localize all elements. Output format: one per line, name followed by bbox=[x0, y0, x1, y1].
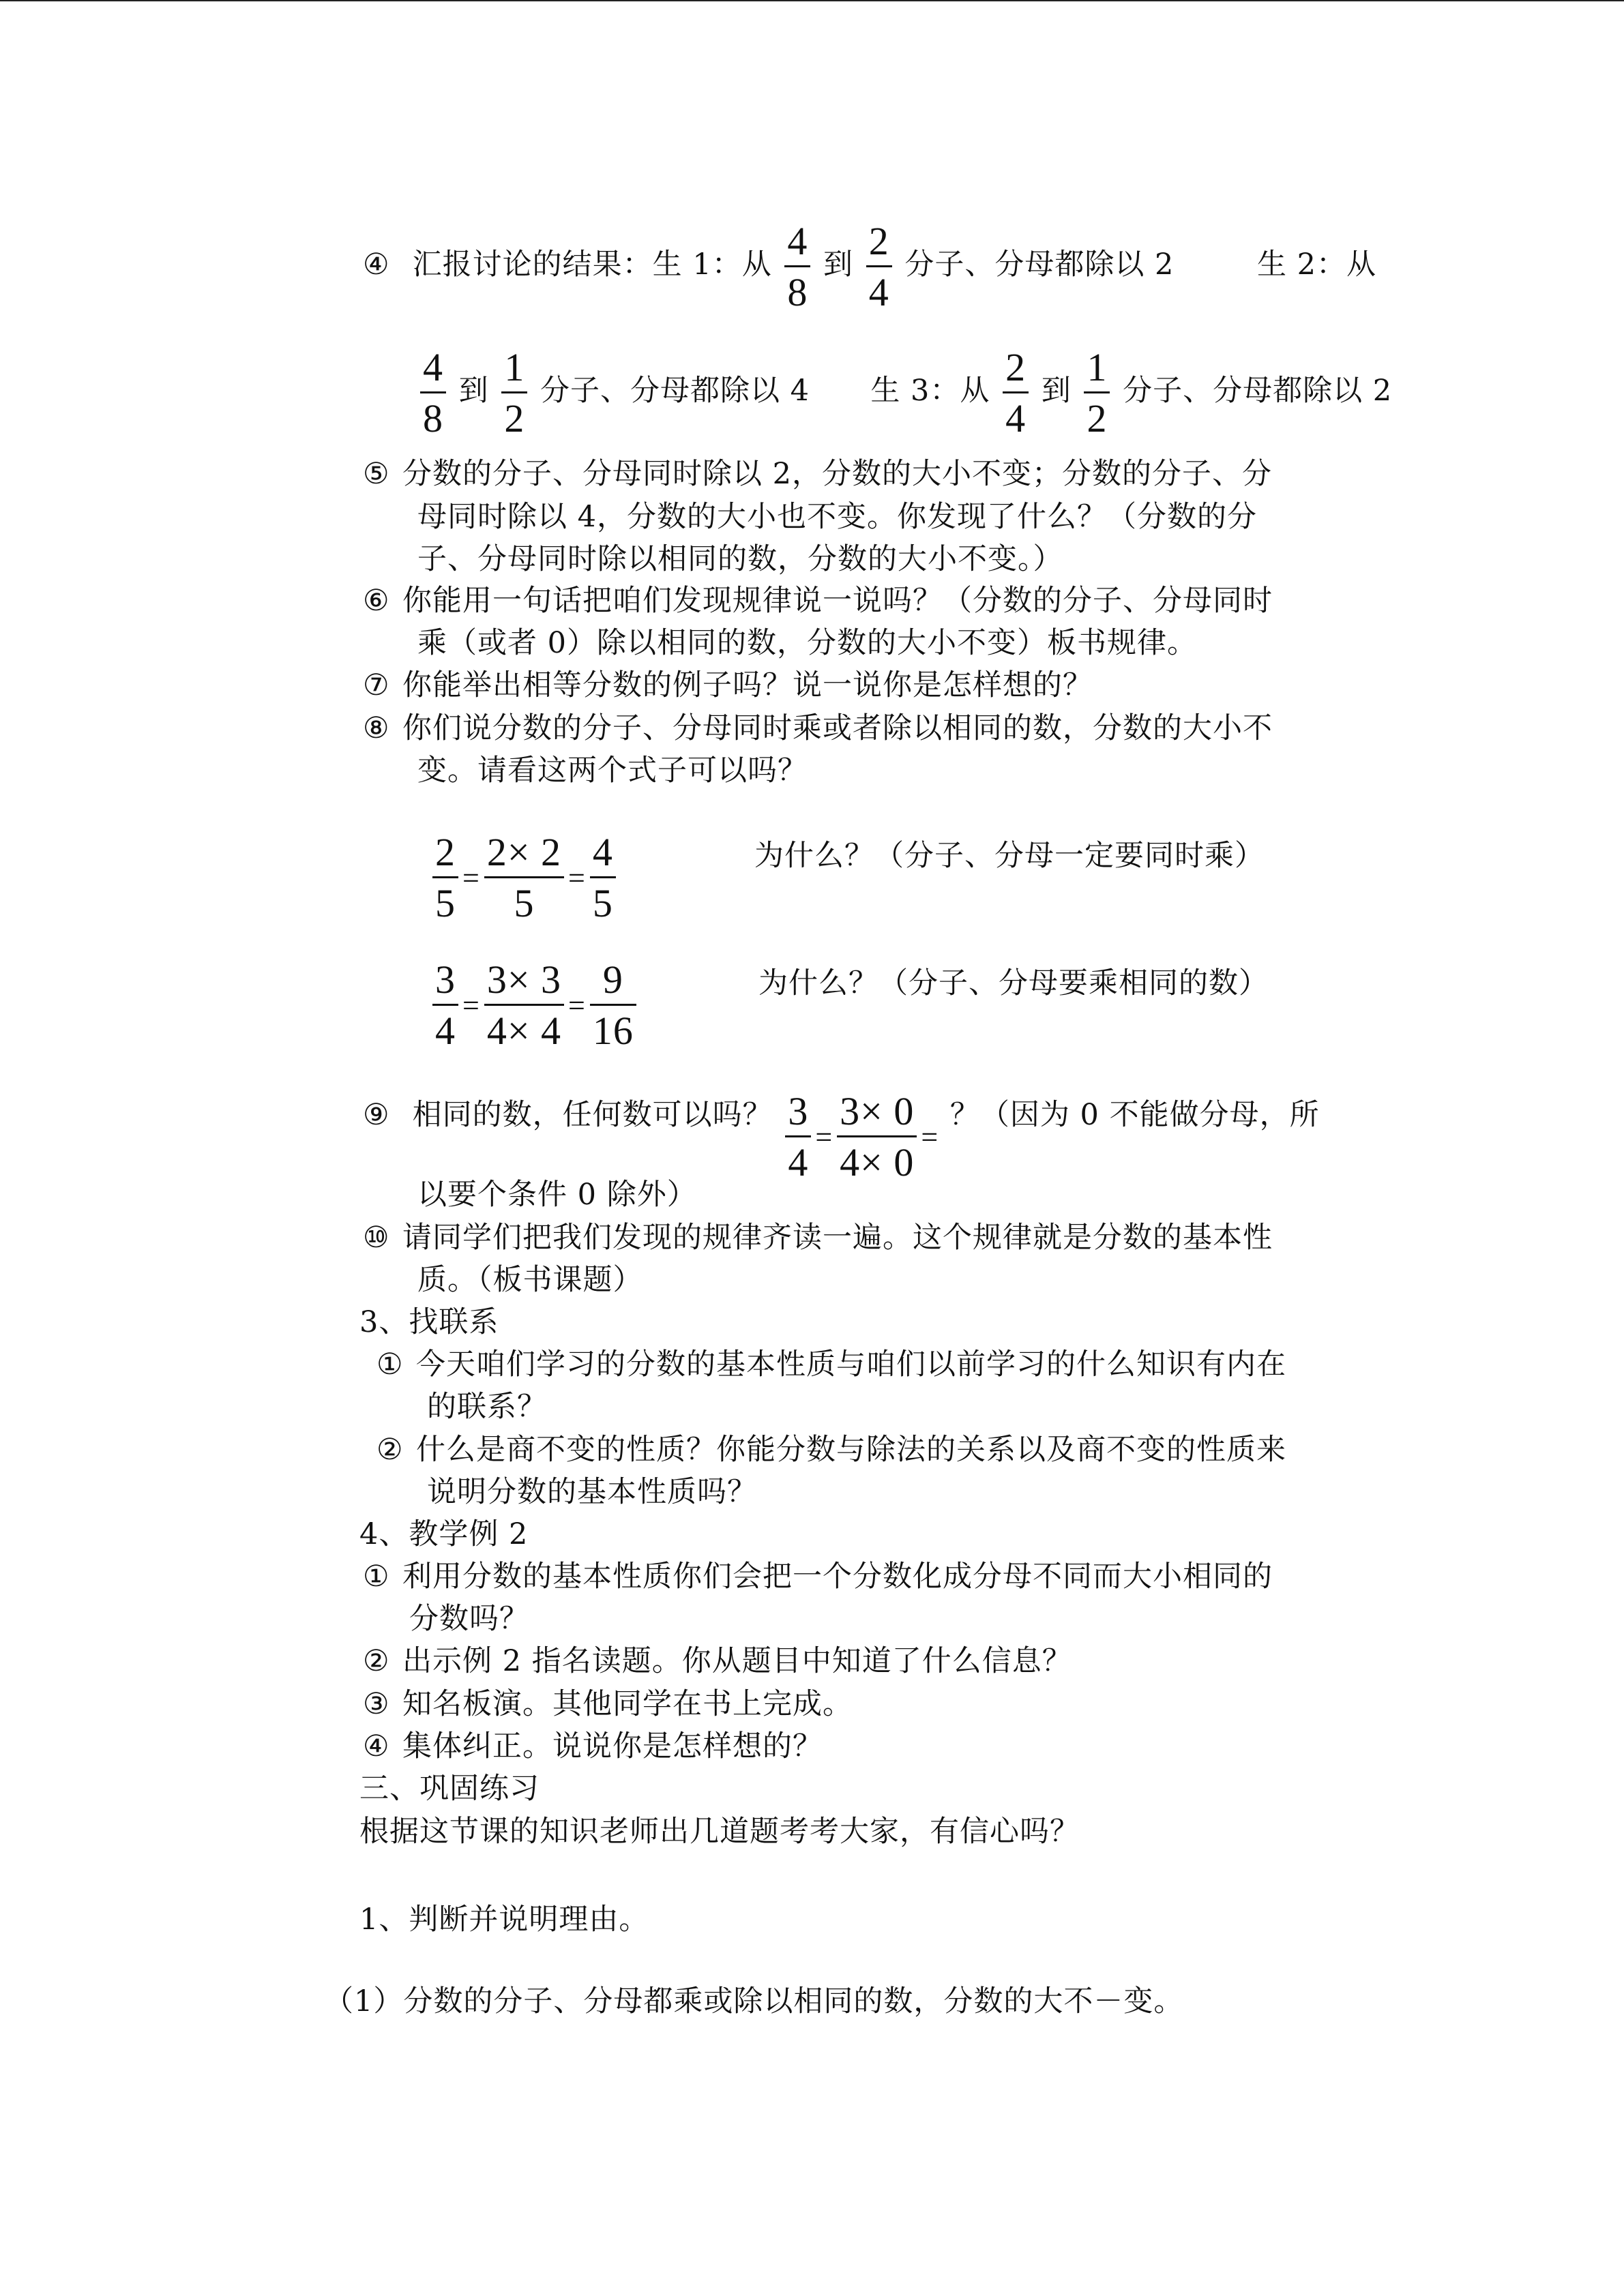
part-3-intro: 根据这节课的知识老师出几道题考考大家，有信心吗？ bbox=[359, 1815, 1080, 1849]
step-7-line-1: ⑦ 你能举出相等分数的例子吗？说一说你是怎样想的？ bbox=[363, 665, 1093, 706]
section-4-title: 4、教学例 2 bbox=[359, 1517, 529, 1551]
part-3-title: 三、巩固练习 bbox=[359, 1772, 540, 1806]
step-5-line-3: 子、分母同时除以相同的数，分数的大小不变。） bbox=[417, 542, 1063, 576]
top-border bbox=[0, 0, 1624, 1]
question-1: 1、判断并说明理由。 bbox=[359, 1903, 649, 1937]
eq1-fraction-c: $\frac{4}{5}$ bbox=[590, 833, 616, 923]
step-9-line-2: 以要个条件 0 除外） bbox=[417, 1178, 697, 1212]
section-4-item-2: ② 出示例 2 指名读题。你从题目中知道了什么信息？ bbox=[363, 1644, 1072, 1678]
step-4-text-3: 分子、分母都除以 2 bbox=[1123, 374, 1393, 408]
step-5-line-2: 母同时除以 4，分数的大小也不变。你发现了什么？（分数的分 bbox=[417, 500, 1258, 534]
eq1-fraction-a: $\frac{2}{5}$ bbox=[432, 833, 458, 923]
section-3-item-2: ② 什么是商不变的性质？你能分数与除法的关系以及商不变的性质来 bbox=[377, 1433, 1286, 1467]
step-6-marker: ⑥ bbox=[363, 584, 390, 618]
step-5-marker: ⑤ bbox=[363, 457, 390, 491]
fraction-1-2-b: $\frac{1}{2}$ bbox=[1084, 348, 1110, 438]
step-6-line-2: 乘（或者 0）除以相同的数，分数的大小不变）板书规律。 bbox=[417, 626, 1198, 660]
step-4-to: 到 bbox=[823, 248, 854, 282]
equation-1: $\frac{2}{5}$ = $\frac{2\times 2}{5}$ = $\frac{4}{5}$ bbox=[430, 801, 619, 933]
eq2-fraction-a: $\frac{3}{4}$ bbox=[432, 960, 458, 1051]
equation-1-note: 为什么？（分子、分母一定要同时乘） bbox=[754, 839, 1265, 873]
step-10-line-1: ⑩ 请同学们把我们发现的规律齐读一遍。这个规律就是分数的基本性 bbox=[363, 1217, 1273, 1258]
step-10-marker: ⑩ bbox=[363, 1221, 390, 1255]
fraction-4-8: $\frac{4}{8}$ bbox=[784, 222, 810, 312]
step-9-fraction-a: $\frac{3}{4}$ bbox=[785, 1092, 811, 1182]
eq2-fraction-c: $\frac{9}{16}$ bbox=[590, 960, 636, 1051]
section-3-item-2-line-2: 说明分数的基本性质吗？ bbox=[427, 1475, 757, 1509]
step-4-student-2: 生 2：从 bbox=[1257, 248, 1377, 282]
step-8-line-1: ⑧ 你们说分数的分子、分母同时乘或者除以相同的数，分数的大小不 bbox=[363, 708, 1273, 749]
section-4-item-4: ④ 集体纠正。说说你是怎样想的？ bbox=[363, 1729, 823, 1763]
step-9-line-1: ⑨ 相同的数，任何数可以吗？ $\frac{3}{4}$ = $\frac{3\times 0}{4\times 0}$ = ？（因为 0 不能做分母，所 bbox=[363, 1060, 1320, 1192]
step-4-to-3: 到 bbox=[1041, 374, 1072, 408]
section-4-item-1: ① 利用分数的基本性质你们会把一个分数化成分母不同而大小相同的 bbox=[363, 1560, 1273, 1594]
step-4-prefix: 汇报讨论的结果：生 1：从 bbox=[412, 248, 772, 282]
step-9-marker: ⑨ bbox=[363, 1098, 390, 1132]
question-1-1: （1）分数的分子、分母都乘或除以相同的数，分数的大不－变。 bbox=[324, 1984, 1184, 2018]
step-8-line-2: 变。请看这两个式子可以吗？ bbox=[417, 754, 808, 788]
section-3-item-1: ① 今天咱们学习的分数的基本性质与咱们以前学习的什么知识有内在 bbox=[377, 1347, 1286, 1382]
step-6-line-1: ⑥ 你能用一句话把咱们发现规律说一说吗？（分数的分子、分母同时 bbox=[363, 580, 1273, 621]
step-4-to-2: 到 bbox=[458, 374, 489, 408]
step-4-line-1 bbox=[363, 210, 1174, 319]
fraction-4-8-b: $\frac{4}{8}$ bbox=[420, 348, 446, 438]
section-4-item-1-line-2: 分数吗？ bbox=[409, 1602, 529, 1636]
step-5-line-1: ⑤ 分数的分子、分母同时除以 2，分数的大小不变；分数的分子、分 bbox=[363, 453, 1272, 494]
step-9-fraction-b: $\frac{3\times 0}{4\times 0}$ bbox=[837, 1092, 917, 1182]
section-3-item-1-line-2: 的联系？ bbox=[427, 1390, 547, 1424]
step-4-student-3: 生 3：从 bbox=[870, 374, 990, 408]
eq1-fraction-b: $\frac{2\times 2}{5}$ bbox=[484, 833, 564, 923]
equation-2-note: 为什么？（分子、分母要乘相同的数） bbox=[758, 966, 1269, 1000]
step-10-line-2: 质。（板书课题） bbox=[417, 1263, 643, 1297]
equation-2: $\frac{3}{4}$ = $\frac{3\times 3}{4\times 4}$ = $\frac{9}{16}$ bbox=[430, 929, 639, 1060]
fraction-1-2: $\frac{1}{2}$ bbox=[501, 348, 527, 438]
fraction-2-4: $\frac{2}{4}$ bbox=[866, 222, 892, 312]
step-4-marker: ④ bbox=[363, 248, 390, 282]
step-7-marker: ⑦ bbox=[363, 668, 390, 702]
section-3-title: 3、找联系 bbox=[359, 1305, 499, 1339]
step-4-line-2 bbox=[417, 336, 1392, 445]
eq2-fraction-b: $\frac{3\times 3}{4\times 4}$ bbox=[484, 960, 564, 1051]
fraction-2-4-b: $\frac{2}{4}$ bbox=[1003, 348, 1029, 438]
step-8-marker: ⑧ bbox=[363, 711, 390, 745]
section-4-item-3: ③ 知名板演。其他同学在书上完成。 bbox=[363, 1687, 853, 1721]
step-4-suffix: 分子、分母都除以 2 bbox=[904, 248, 1175, 282]
step-4-text-1: 分子、分母都除以 4 bbox=[540, 374, 810, 408]
